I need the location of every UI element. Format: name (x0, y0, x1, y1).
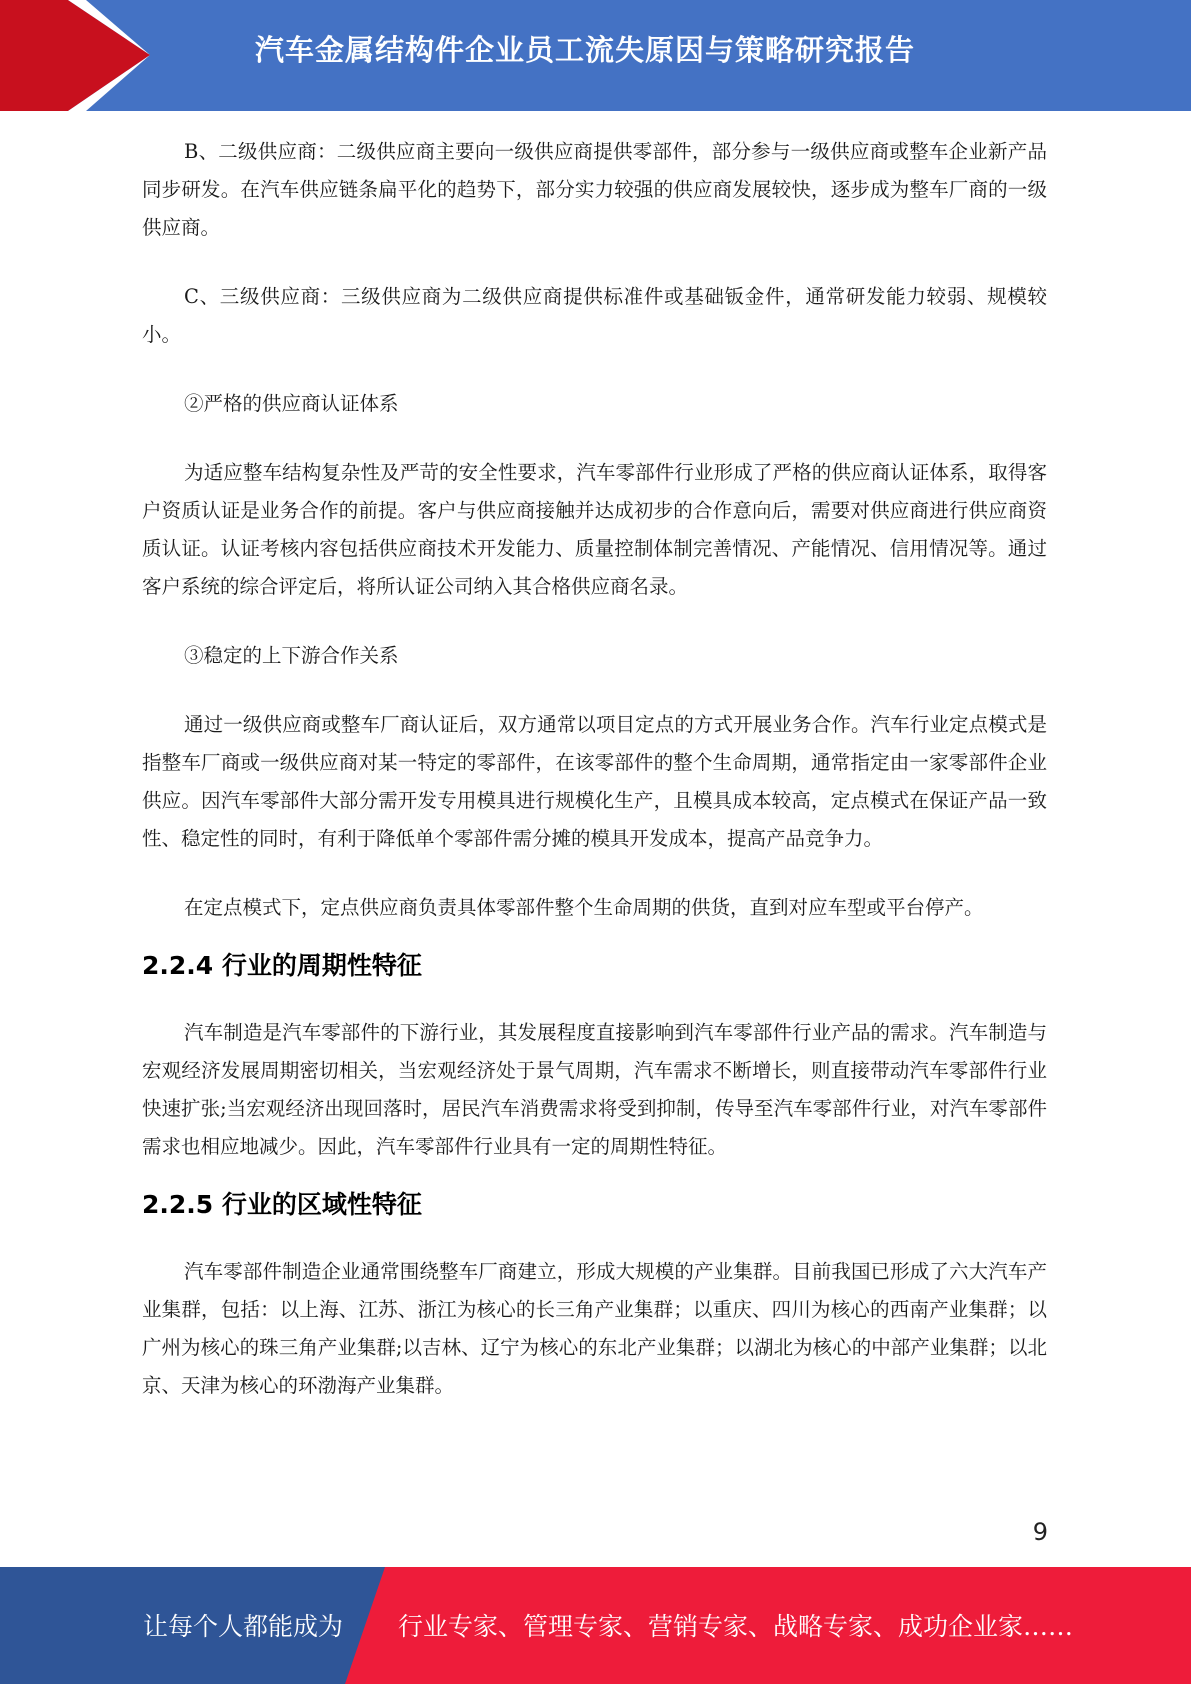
footer-slogan-left: 让每个人都能成为 (143, 1612, 344, 1641)
section-heading-2-2-4: 2.2.4 行业的周期性特征 (142, 951, 422, 980)
page-header (0, 0, 1191, 111)
subheading-certification: ②严格的供应商认证体系 (184, 392, 399, 415)
paragraph-fixed-point: 在定点模式下，定点供应商负责具体零部件整个生命周期的供货，直到对应车型或平台停产。 (184, 896, 984, 919)
document-body (142, 133, 1047, 1405)
report-title: 汽车金属结构件企业员工流失原因与策略研究报告 (255, 33, 916, 67)
paragraph-cooperation: 通过一级供应商或整车厂商认证后，双方通常以项目定点的方式开展业务合作。汽车行业定点模式是指整车厂商或一级供应商对某一特定的零部件，在该零部件的整个生命周期，通常指定由一家零部件企业供应。因汽车零部件大部分需开发专用模具进行规模化生产，且模具成本较高，定点模式在保证产品一致性、稳定性的同时，有利于降低单个零部件需分摊的模具开发成本，提高产品竞争力。 (142, 713, 1047, 850)
subheading-cooperation: ③稳定的上下游合作关系 (184, 644, 399, 667)
paragraph-cyclical: 汽车制造是汽车零部件的下游行业，其发展程度直接影响到汽车零部件行业产品的需求。汽车制造与宏观经济发展周期密切相关，当宏观经济处于景气周期，汽车需求不断增长，则直接带动汽车零部件行业快速扩张;当宏观经济出现回落时，居民汽车消费需求将受到抑制，传导至汽车零部件行业，对汽车零部件需求也相应地减少。因此，汽车零部件行业具有一定的周期性特征。 (142, 1021, 1047, 1158)
paragraph-secondary-supplier: B、二级供应商：二级供应商主要向一级供应商提供零部件，部分参与一级供应商或整车企业新产品同步研发。在汽车供应链条扁平化的趋势下，部分实力较强的供应商发展较快，逐步成为整车厂商的一级供应商。 (142, 140, 1047, 239)
paragraph-certification: 为适应整车结构复杂性及严苛的安全性要求，汽车零部件行业形成了严格的供应商认证体系，取得客户资质认证是业务合作的前提。客户与供应商接触并达成初步的合作意向后，需要对供应商进行供应商资质认证。认证考核内容包括供应商技术开发能力、质量控制体制完善情况、产能情况、信用情况等。通过客户系统的综合评定后，将所认证公司纳入其合格供应商名录。 (142, 461, 1047, 598)
page-footer (0, 1567, 1191, 1684)
page-number: 9 (1032, 1518, 1048, 1546)
section-heading-2-2-5: 2.2.5 行业的区域性特征 (142, 1190, 422, 1219)
red-chevron-decoration (0, 0, 180, 111)
footer-slogan-right: 行业专家、管理专家、营销专家、战略专家、成功企业家…… (398, 1612, 1074, 1641)
paragraph-regional: 汽车零部件制造企业通常围绕整车厂商建立，形成大规模的产业集群。目前我国已形成了六大汽车产业集群，包括：以上海、江苏、浙江为核心的长三角产业集群；以重庆、四川为核心的西南产业集群；以广州为核心的珠三角产业集群;以吉林、辽宁为核心的东北产业集群；以湖北为核心的中部产业集群；以北京、天津为核心的环渤海产业集群。 (142, 1260, 1047, 1397)
paragraph-tertiary-supplier: C、三级供应商：三级供应商为二级供应商提供标准件或基础钣金件，通常研发能力较弱、规模较小。 (142, 285, 1047, 346)
